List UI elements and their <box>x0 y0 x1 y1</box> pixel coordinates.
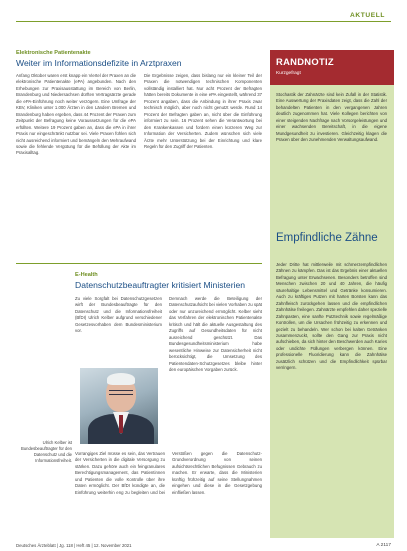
sidebar-title: RANDNOTIZ <box>276 56 334 67</box>
article1-column-1: Anfang Oktober waren erst knapp ein Viertel der Praxen an die elektronische Patientenakte (ePA) angebunden. Nach den Erhebungen zur Praxisausstattung im Bereich von Berlin, Brandenburg und Niedersachsen dürften Vertragsärzte gerade die ePA-Einführung noch weiter verzögern. Eine Umfrage der KBV, Kliniken unter 1.000 Ärzten in den Ländern Bremen und Brandenburg haben ergeben, dass 44 Prozent der Praxen zum Zeitpunkt der Befragung keine Voraussetzungen für die ePA erfüllten. Weitere 19 Prozent gaben an, dass die ePA in ihrer Praxis nur eingeschränkt nutzbar sei. Viele Praxen fühlen sich nicht ausreichend informiert und bemängeln den Mehraufwand sowie die fehlende Vergütung für die Befüllung der Akte im Praxisalltag. <box>16 73 136 156</box>
article2-kicker: E-Health <box>75 272 98 278</box>
sidebar-headline: Empfindliche Zähne <box>276 232 378 244</box>
article2-headline: Datenschutzbeauftragter kritisiert Ministerien <box>75 280 246 290</box>
portrait-photo <box>80 368 158 444</box>
article1-kicker: Elektronische Patientenakte <box>16 50 91 56</box>
footer-publication: Deutsches Ärzteblatt | Jg. 118 | Heft 45 | 12. November 2021 <box>16 543 132 548</box>
page-number: A 2117 <box>376 543 391 548</box>
article1-headline: Weiter im Informationsdefizite in Arztpraxen <box>16 58 182 68</box>
section-label: AKTUELL <box>350 12 385 19</box>
sidebar-subtitle: Kurzgefragt <box>276 71 301 76</box>
article2-column-1: Zu viele Sorgfalt bei Datenschutzgesetzen wirft der Bundesbeauftragte für den Datenschutz und die Informationsfreiheit (BfDI) Ulrich Kelber aufgrund verschiedener Gesetzesvorhaben dem Bundesministerium vor. <box>75 296 162 334</box>
sidebar-column-bottom: Jeder Dritte hat mittlerweile mit schmerzempfindlichen Zähnen zu kämpfen. Das ist das Ergebnis einer aktuellen Befragung unter Erwachsenen. Besonders betroffen sind Menschen zwischen 20 und 40 Jahren, die häufig säurehaltige Lebensmittel und Getränke konsumieren. Auch zu kräftiges Putzen mit harten Borsten kann das Zahnfleisch zurückgehen lassen und die empfindlichen Zahnhälse freilegen. Zahnärzte empfehlen daher spezielle Zahnpasten, eine sanfte Putztechnik sowie regelmäßige Kontrollen, um die Ursachen frühzeitig zu erkennen und gezielt zu behandeln. Wer schon bei kalten Getränken zusammenzuckt, sollte den Gang zur Praxis nicht aufschieben, da sich hinter den Beschwerden auch Karies oder undichte Füllungen verbergen können. Eine professionelle Fluoridierung kann die Zahnhälse zusätzlich schützen und die Empfindlichkeit spürbar verringern. <box>276 262 387 371</box>
article2-column-3: Vorrangiges Ziel müsse es sein, das Vertrauen der Versicherten in die digitale Versorgung zu stärken. Dazu gehöre auch ein feingranulares Berechtigungsmanagement, das Patientinnen und Patienten die volle Kontrolle über ihre Daten ermöglicht. Der BfDI kündigte an, die Einführung weiterhin eng zu begleiten und bei Verstößen gegen die Datenschutz-Grundverordnung von seinen aufsichtsrechtlichen Befugnissen Gebrauch zu machen. Er erwarte, dass die Ministerien künftig frühzeitig auf seine Stellungnahmen eingehen und diese in die Gesetzgebung einfließen lassen. <box>75 451 262 495</box>
photo-caption: Ulrich Kelber ist Bundesbeauftragter für den Datenschutz und die Informationsfreiheit. <box>21 440 72 463</box>
article-divider <box>16 263 262 264</box>
sidebar-column-top: Stochastik der Zahnärzte sind kein Zufall in der Statistik. Eine Auswertung der Praxisdaten zeigt, dass die Zahl der behandelten Patienten in den vergangenen Jahren deutlich zugenommen hat. Viele Kollegen berichten von einer steigenden Nachfrage nach Vorsorgeleistungen und einer wachsenden Bereitschaft, in die eigene Mundgesundheit zu investieren. Gleichzeitig klagen die Praxen über den zunehmenden Verwaltungsaufwand. <box>276 92 387 143</box>
article1-column-2: Die Ergebnisse zeigen, dass bislang nur ein kleiner Teil der Praxen die notwendigen technischen Komponenten vollständig installiert hat. Nur acht Prozent der Befragten hätten bereits Dokumente in eine ePA eingestellt, während 37 Prozent angaben, dass die Anbindung in ihrer Praxis zwar technisch möglich, aber noch nicht genutzt werde. Rund 14 Prozent der Befragten gaben an, nicht über die Einführung informiert zu sein. 16 Prozent sehen die Verantwortung bei den Krankenkassen und fordern einen kürzeren Weg zur Information der Versicherten. Zudem wünschen sich viele Ärzte mehr Unterstützung bei der Einrichtung und klare Regeln für den Zugriff der Patienten. <box>144 73 262 149</box>
header-rule <box>16 21 391 22</box>
article2-column-2: Demnach werde die Beteiligung der Datenschutzaufsicht bei vielen Vorhaben zu spät oder nur unzureichend ermöglicht. Kelber sieht das Verfahren der elektronischen Patientenakte kritisch und hält die aktuelle Ausgestaltung des Zugriffs auf Gesundheitsdaten für nicht ausreichend geschützt. Das Bundesgesundheitsministerium habe wesentliche Hinweise zur Datensicherheit nicht berücksichtigt, die Umsetzung des Patientendaten-Schutzgesetzes bleibe hinter den europäischen Vorgaben zurück. <box>169 296 262 372</box>
